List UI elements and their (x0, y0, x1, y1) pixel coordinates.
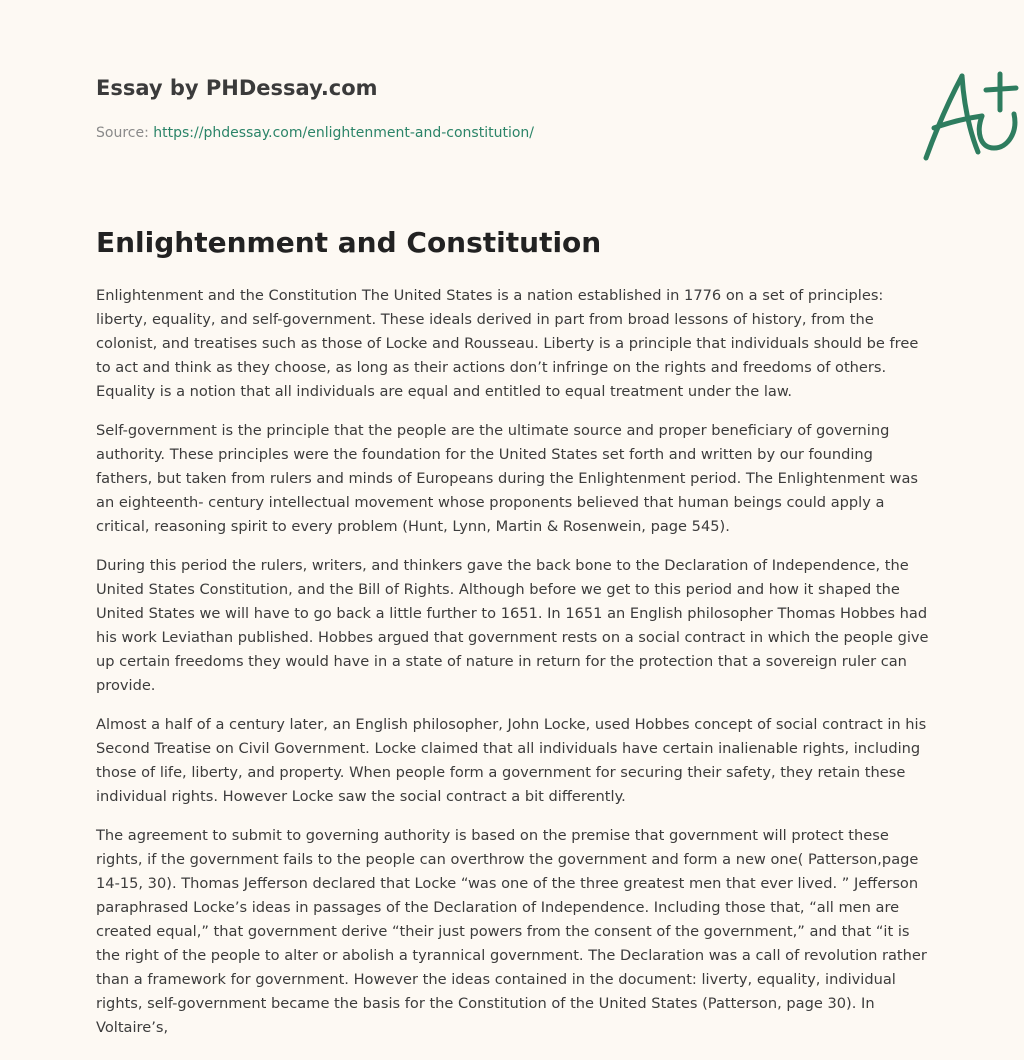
article-body (96, 284, 932, 1055)
source-label: Source: (96, 125, 149, 141)
source-link[interactable]: https://phdessay.com/enlightenment-and-constitution/ (153, 125, 534, 141)
paragraph: The agreement to submit to governing authority is based on the premise that government will protect these rights, if the government fails to the people can overthrow the government and form a new one( Patterson,page 14-15, 30). Thomas Jefferson declared that Locke “was one of the three greatest men that ever lived. ” Jefferson paraphrased Locke’s ideas in passages of the Declaration of Independence. Including those that, “all men are created equal,” that government derive “their just powers from the consent of the government,” and that “it is the right of the people to alter or abolish a tyrannical government. The Declaration was a call of revolution rather than a framework for government. However the ideas contained in the document: liverty, equality, individual rights, self-government became the basis for the Constitution of the United States (Patterson, page 30). In Voltaire’s, (96, 827, 927, 1036)
paragraph: Almost a half of a century later, an English philosopher, John Locke, used Hobbes concept of social contract in his Second Treatise on Civil Government. Locke claimed that all individuals have certain inalienable rights, including those of life, liberty, and property. When people form a government for securing their safety, they retain these individual rights. However Locke saw the social contract a bit differently. (96, 716, 927, 805)
a-plus-logo-icon (920, 66, 1024, 166)
paragraph: During this period the rulers, writers, and thinkers gave the back bone to the Declaration of Independence, the United States Constitution, and the Bill of Rights. Although before we get to this period and how it shaped the United States we will have to go back a little further to 1651. In 1651 an English philosopher Thomas Hobbes had his work Leviathan published. Hobbes argued that government rests on a social contract in which the people give up certain freedoms they would have in a state of nature in return for the protection that a sovereign ruler can provide. (96, 557, 929, 694)
paragraph: Enlightenment and the Constitution The United States is a nation established in 1776 on a set of principles: liberty, equality, and self-government. These ideals derived in part from broad lessons of history, from the colonist, and treatises such as those of Locke and Rousseau. Liberty is a principle that individuals should be free to act and think as they choose, as long as their actions don’t infringe on the rights and freedoms of others. Equality is a notion that all individuals are equal and entitled to equal treatment under the law. (96, 287, 919, 400)
paragraph: Self-government is the principle that the people are the ultimate source and proper beneficiary of governing authority. These principles were the foundation for the United States set forth and written by our founding fathers, but taken from rulers and minds of Europeans during the Enlightenment period. The Enlightenment was an eighteenth- century intellectual movement whose proponents believed that human beings could apply a critical, reasoning spirit to every problem (Hunt, Lynn, Martin & Rosenwein, page 545). (96, 422, 918, 535)
site-brand: Essay by PHDessay.com (96, 76, 378, 100)
source-line (96, 125, 534, 141)
article-title: Enlightenment and Constitution (96, 226, 602, 259)
